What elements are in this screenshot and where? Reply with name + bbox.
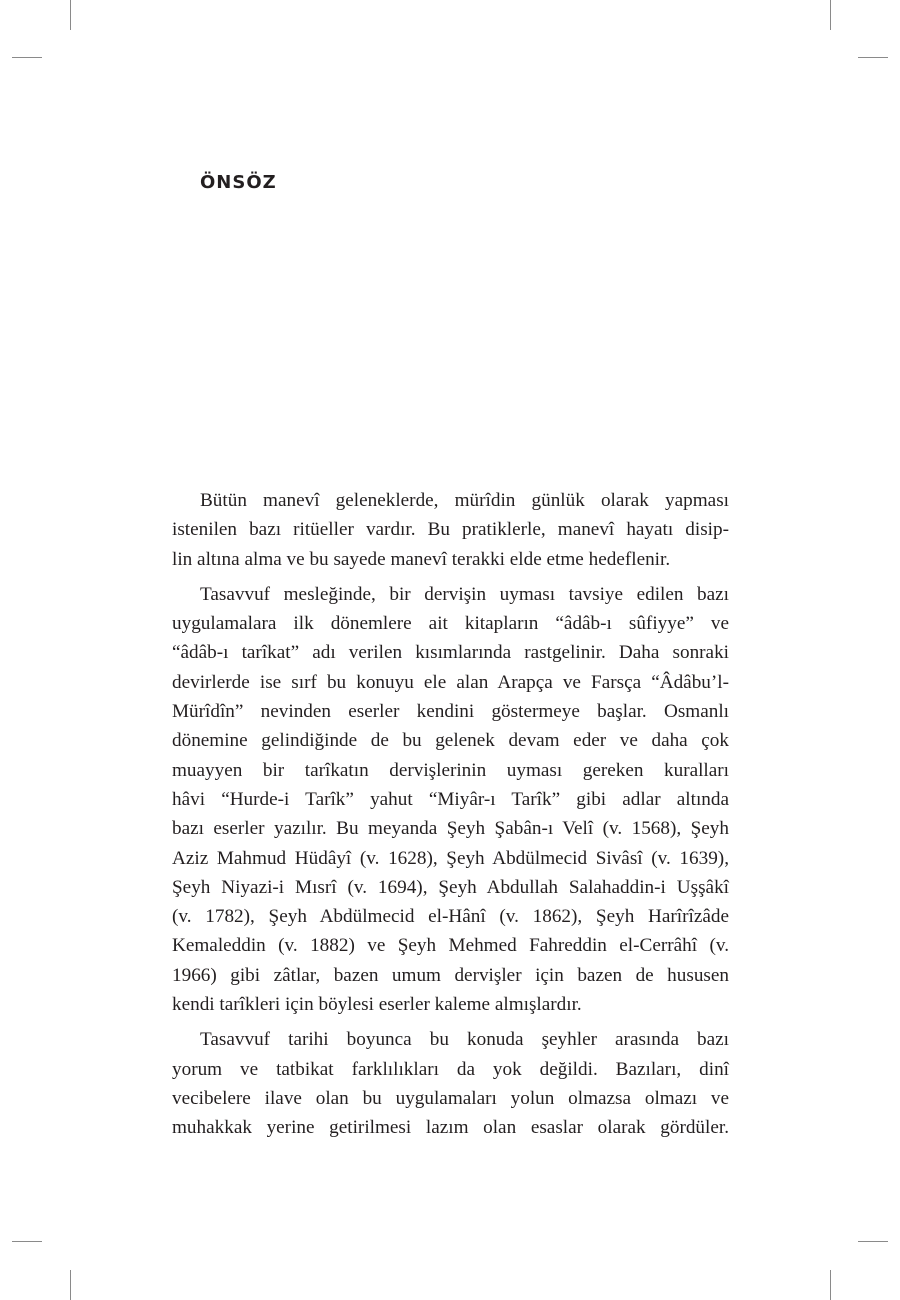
page-heading: ÖNSÖZ — [200, 172, 277, 193]
text-line: Kemaleddin (v. 1882) ve Şeyh Mehmed Fahreddin el-Cerrâhî (v. — [172, 935, 729, 957]
crop-mark-top-left — [70, 0, 71, 30]
paragraph-2 — [172, 580, 729, 1019]
text-line: 1966) gibi zâtlar, bazen umum dervişler için bazen de hususen — [172, 964, 729, 986]
text-line: Mürîdîn” nevinden eserler kendini göstermeye başlar. Osmanlı — [172, 701, 729, 723]
text-line: muayyen bir tarîkatın dervişlerinin uyması gereken kuralları — [172, 759, 729, 781]
body-text — [172, 486, 729, 1149]
text-line: lin altına alma ve bu sayede manevî terakki elde etme hedeflenir. — [172, 548, 671, 570]
crop-mark-top-left-horizontal — [12, 57, 42, 58]
paragraph-3 — [172, 1025, 729, 1142]
text-line: Tasavvuf mesleğinde, bir dervişin uyması tavsiye edilen bazı — [200, 583, 729, 605]
text-line: hâvi “Hurde-i Tarîk” yahut “Miyâr-ı Tarîk” gibi adlar altında — [172, 788, 729, 810]
text-line: “âdâb-ı tarîkat” adı verilen kısımlarında rastgelinir. Daha sonraki — [172, 642, 729, 664]
text-line: uygulamalara ilk dönemlere ait kitapların “âdâb-ı sûfiyye” ve — [172, 613, 729, 635]
paragraph-1 — [172, 486, 729, 574]
crop-mark-top-right — [830, 0, 831, 30]
text-line: Tasavvuf tarihi boyunca bu konuda şeyhler arasında bazı — [200, 1029, 729, 1051]
text-line: vecibelere ilave olan bu uygulamaları yolun olmazsa olmazı ve — [172, 1087, 729, 1109]
text-line: Bütün manevî geleneklerde, mürîdin günlük olarak yapması — [200, 490, 729, 511]
text-line: bazı eserler yazılır. Bu meyanda Şeyh Şabân-ı Velî (v. 1568), Şeyh — [172, 818, 729, 840]
text-line: Şeyh Niyazi-i Mısrî (v. 1694), Şeyh Abdullah Salahaddin-i Uşşâkî — [172, 876, 729, 898]
crop-mark-top-right-horizontal — [858, 57, 888, 58]
crop-mark-bottom-right — [830, 1270, 831, 1300]
text-line: dönemine gelindiğinde de bu gelenek devam eder ve daha çok — [172, 730, 729, 752]
text-line: istenilen bazı ritüeller vardır. Bu pratiklerle, manevî hayatı disip- — [172, 519, 729, 541]
text-line: muhakkak yerine getirilmesi lazım olan esaslar olarak gördüler. — [172, 1117, 729, 1139]
text-line: (v. 1782), Şeyh Abdülmecid el-Hânî (v. 1862), Şeyh Harîrîzâde — [172, 906, 729, 928]
text-line: yorum ve tatbikat farklılıkları da yok değildi. Bazıları, dinî — [172, 1058, 729, 1080]
crop-mark-bottom-left — [70, 1270, 71, 1300]
text-line: kendi tarîkleri için böylesi eserler kaleme almışlardır. — [172, 994, 582, 1016]
crop-mark-bottom-right-horizontal — [858, 1241, 888, 1242]
text-line: Aziz Mahmud Hüdâyî (v. 1628), Şeyh Abdülmecid Sivâsî (v. 1639), — [172, 847, 729, 869]
text-line: devirlerde ise sırf bu konuyu ele alan Arapça ve Farsça “Âdâbu’l- — [172, 671, 729, 693]
crop-mark-bottom-left-horizontal — [12, 1241, 42, 1242]
